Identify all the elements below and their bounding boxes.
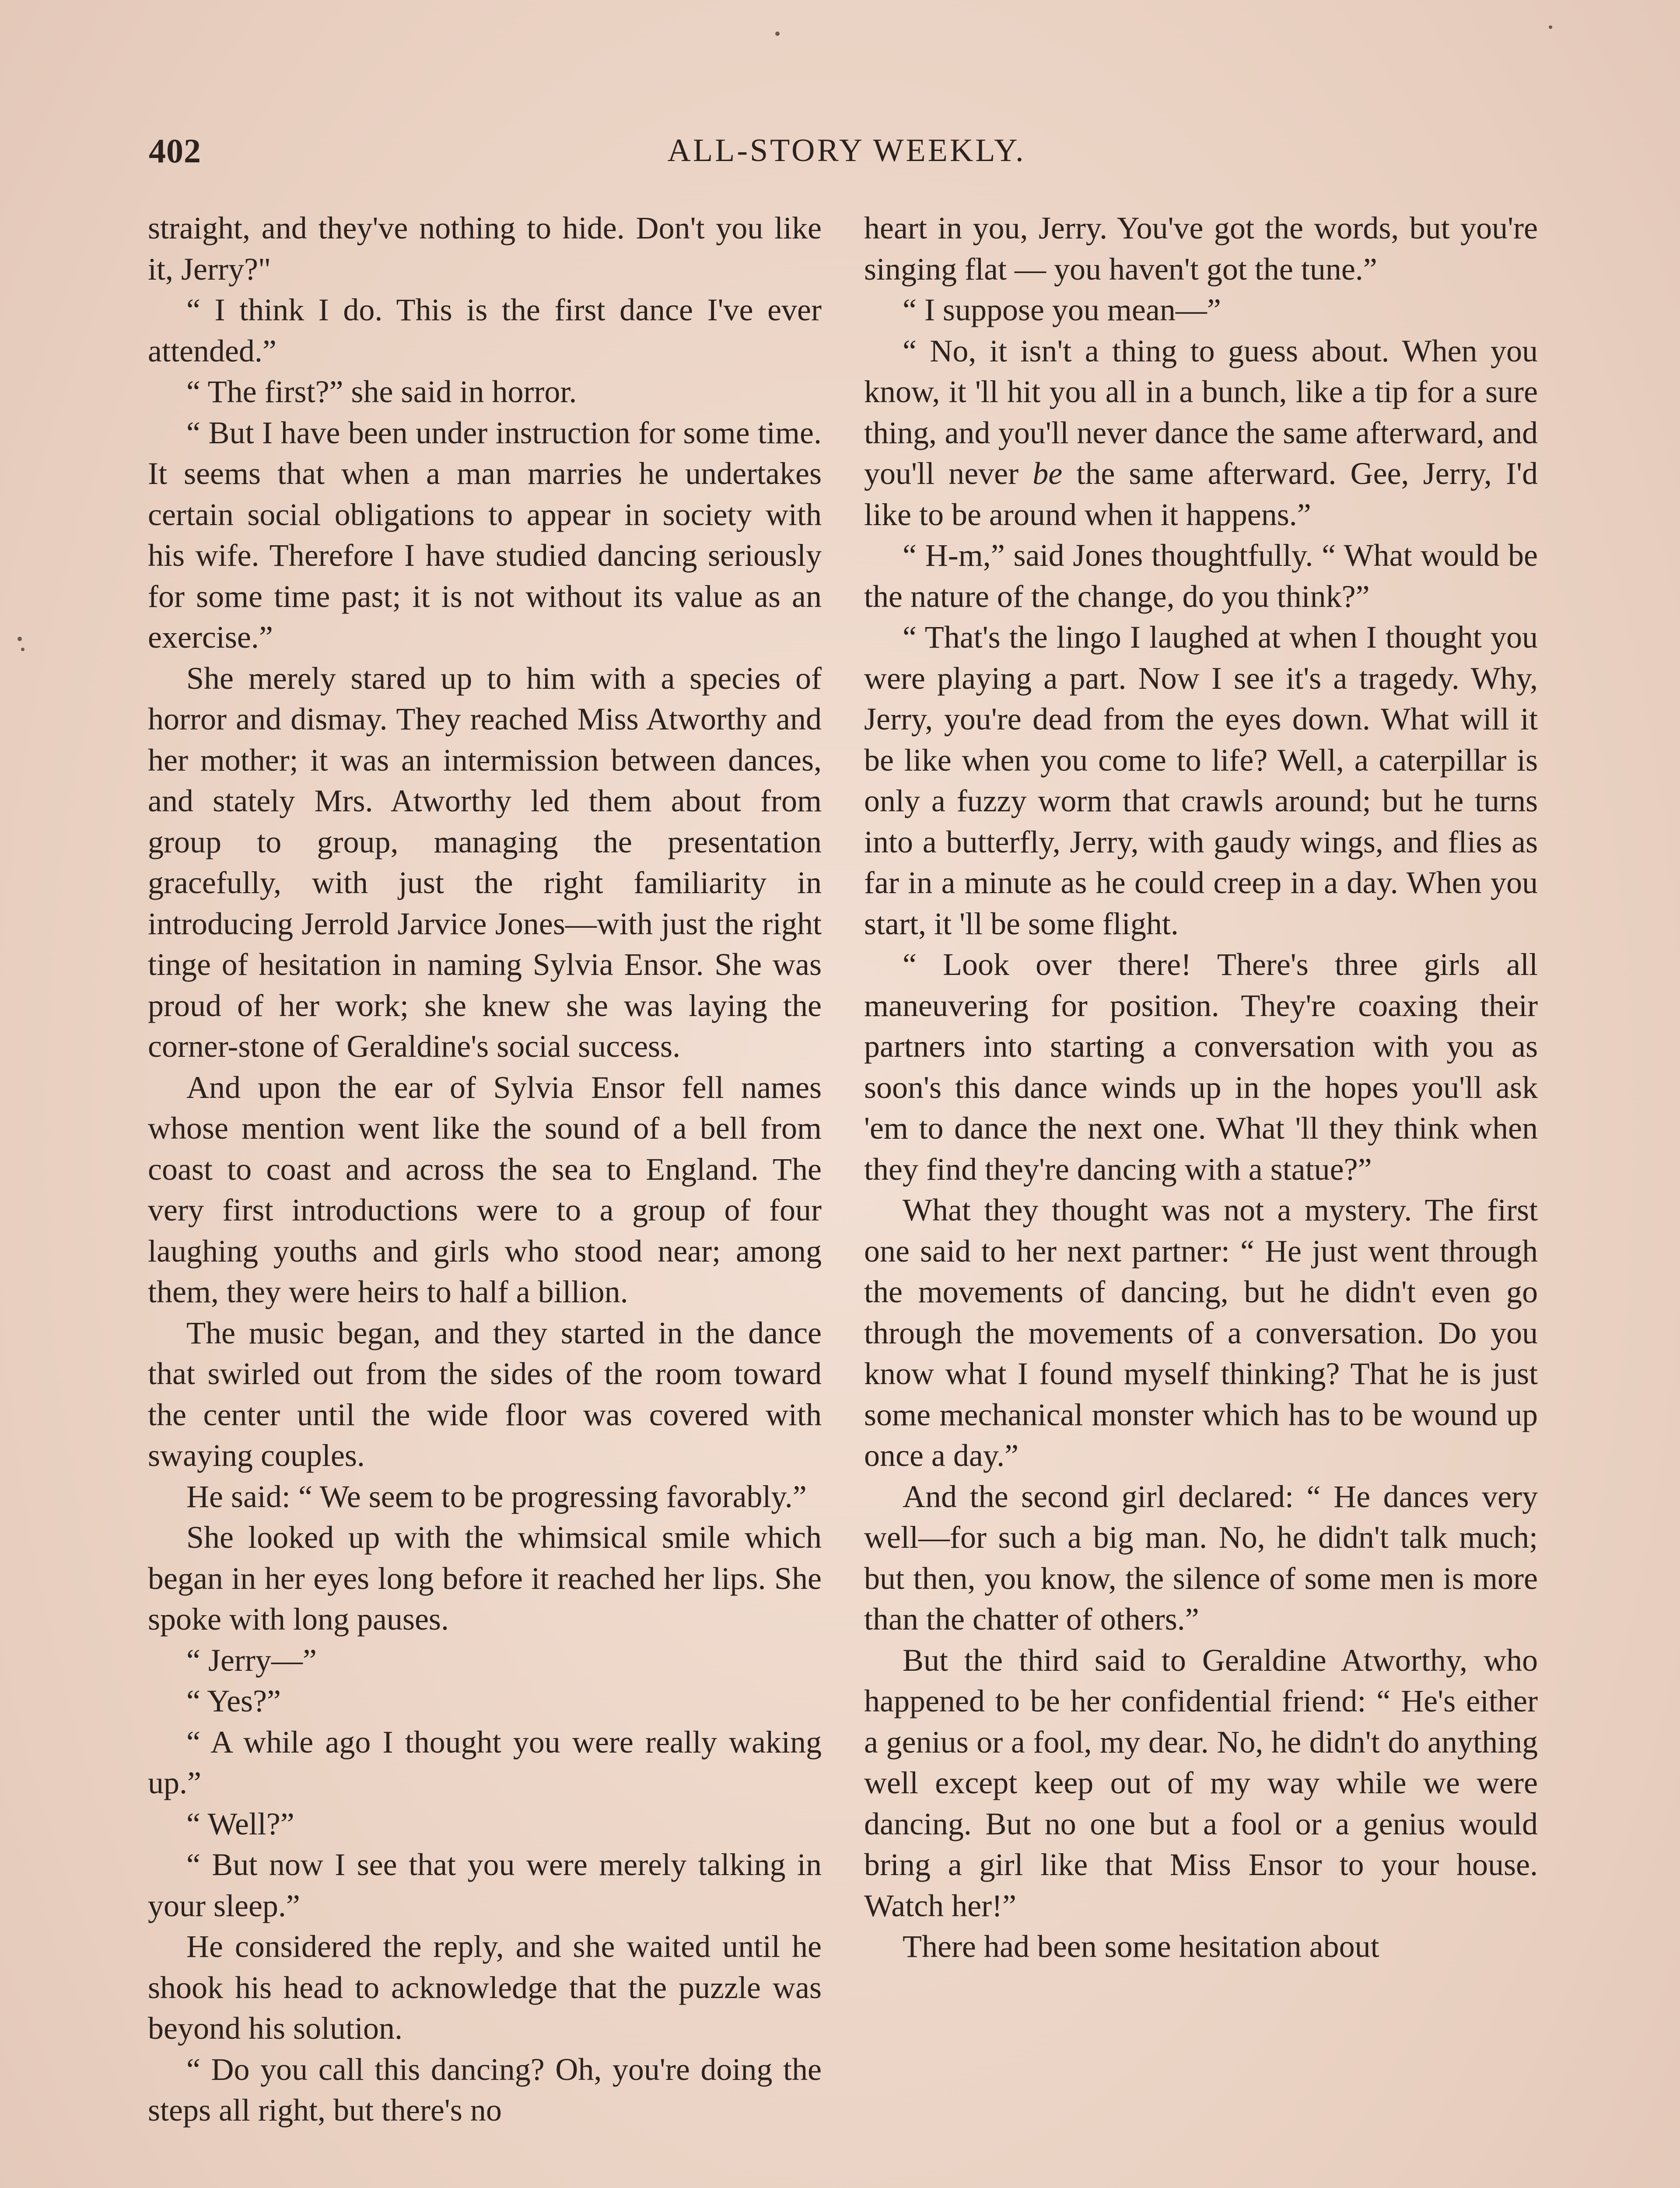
emphasis: be — [1032, 456, 1063, 491]
paragraph: “ No, it isn't a thing to guess about. When you know, it 'll hit you all in a bunch, like a tip for a sure thing, and you'll never dance the same afterward, and you'll never be the same afterward. Gee, Jerry, I'd like to be around when it happens.” — [864, 333, 1538, 532]
paragraph: “ I suppose you mean—” — [903, 292, 1221, 327]
paragraph: What they thought was not a mystery. The first one said to her next partner: “ He just went through the movements of dancing, but he didn't even go through the movements of a conversation. Do you know what I found myself thinking? That he is just some mechanical monster which has to be wound up once a day.” — [864, 1192, 1538, 1473]
paragraph: He said: “ We seem to be progressing favorably.” — [186, 1479, 807, 1514]
paragraph: The music began, and they started in the dance that swirled out from the sides of the room toward the center until the wide floor was covered with swaying couples. — [148, 1315, 822, 1473]
text-column-left — [148, 208, 822, 2131]
paragraph: “ Jerry—” — [186, 1642, 317, 1678]
paper-speck — [21, 648, 24, 651]
paragraph: “ But I have been under instruction for some time. It seems that when a man marries he undertakes certain social obligations to appear in society with his wife. Therefore I have studied dancing seriously for some time past; it is not without its value as an exercise.” — [148, 415, 822, 655]
paragraph: straight, and they've nothing to hide. Don't you like it, Jerry?" — [148, 210, 822, 287]
paper-speck — [775, 32, 780, 36]
paragraph: heart in you, Jerry. You've got the words, but you're singing flat — you haven't got the tune.” — [864, 210, 1538, 287]
paragraph: “ Look over there! There's three girls all maneuvering for position. They're coaxing their partners into starting a conversation with you as soon's this dance winds up in the hopes you'll ask 'em to dance the next one. What 'll they think when they find they're dancing with a statue?” — [864, 947, 1538, 1187]
paper-speck — [18, 637, 22, 641]
paragraph: He considered the reply, and she waited until he shook his head to acknowledge that the puzzle was beyond his solution. — [148, 1929, 822, 2046]
paragraph: “ I think I do. This is the first dance I've ever attended.” — [148, 292, 822, 368]
running-head: ALL-STORY WEEKLY. — [667, 133, 1026, 168]
paragraph: She looked up with the whimsical smile which began in her eyes long before it reached her lips. She spoke with long pauses. — [148, 1520, 822, 1637]
paragraph: She merely stared up to him with a species of horror and dismay. They reached Miss Atworthy and her mother; it was an intermission between dances, and stately Mrs. Atworthy led them about from group to group, managing the presentation gracefully, with just the right familiarity in introducing Jerrold Jarvice Jones—with just the right tinge of hesitation in naming Sylvia Ensor. She was proud of her work; she knew she was laying the corner-stone of Geraldine's social success. — [148, 660, 822, 1064]
page-number: 402 — [149, 132, 201, 170]
paragraph: “ Yes?” — [186, 1683, 281, 1718]
paragraph: And the second girl declared: “ He dances very well—for such a big man. No, he didn't talk much; but then, you know, the silence of some men is more than the chatter of others.” — [864, 1479, 1538, 1637]
page-header — [149, 131, 1544, 179]
text-column-right — [864, 208, 1538, 1967]
paragraph: “ But now I see that you were merely talking in your sleep.” — [148, 1847, 822, 1923]
paragraph: But the third said to Geraldine Atworthy, who happened to be her confidential friend: “ He's either a genius or a fool, my dear. No, he didn't do anything well except keep out of my way while we were dancing. But no one but a fool or a genius would bring a girl like that Miss Ensor to your house. Watch her!” — [864, 1642, 1538, 1923]
paragraph: “ Do you call this dancing? Oh, you're doing the steps all right, but there's no — [148, 2051, 822, 2128]
paragraph: There had been some hesitation about — [903, 1929, 1379, 1964]
paragraph: “ Well?” — [186, 1806, 294, 1841]
paragraph: “ A while ago I thought you were really waking up.” — [148, 1724, 822, 1800]
paragraph: “ That's the lingo I laughed at when I thought you were playing a part. Now I see it's a tragedy. Why, Jerry, you're dead from the eyes down. What will it be like when you come to life? Well, a caterpillar is only a fuzzy worm that crawls around; but he turns into a butterfly, Jerry, with gaudy wings, and flies as far in a minute as he could creep in a day. When you start, it 'll be some flight. — [864, 620, 1538, 941]
paragraph: “ H-m,” said Jones thoughtfully. “ What would be the nature of the change, do you think?” — [864, 538, 1538, 614]
paper-speck — [1549, 25, 1552, 29]
paragraph: “ The first?” she said in horror. — [186, 374, 577, 409]
paragraph: And upon the ear of Sylvia Ensor fell names whose mention went like the sound of a bell from coast to coast and across the sea to England. The very first introductions were to a group of four laughing youths and girls who stood near; among them, they were heirs to half a billion. — [148, 1069, 822, 1309]
